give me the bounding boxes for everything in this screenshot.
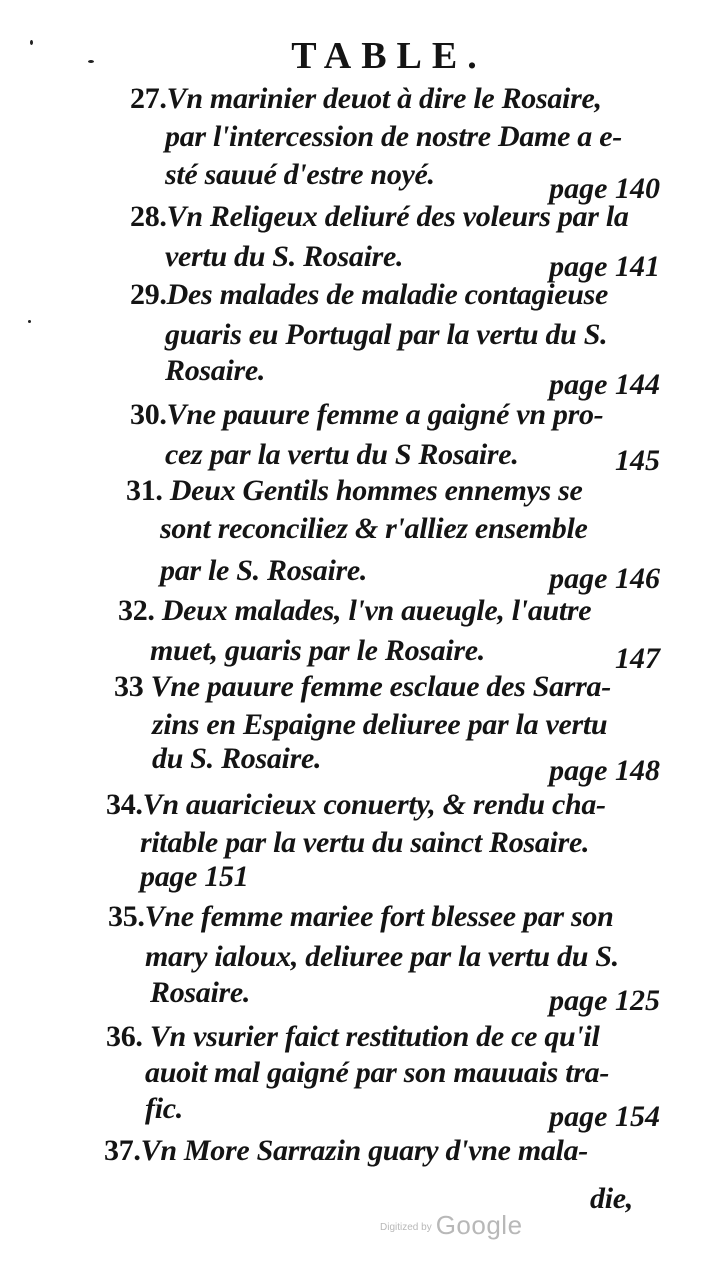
entry-line: Rosaire. [165,354,266,387]
entry-text: Vne pauure femme a gaigné vn pro- [166,398,604,431]
entry-line [106,1018,600,1056]
entry-line [104,1132,588,1170]
page-number: page 140 [549,172,660,205]
entry-line: auoit mal gaigné par son mauuais tra- [145,1056,610,1089]
entry-line: vertu du S. Rosaire. [165,240,404,273]
entry-line [130,396,603,434]
entry-number: 28. [130,200,167,233]
entry-line [130,80,602,118]
entry-line: cez par la vertu du S Rosaire. [165,438,519,471]
entry-text: Deux Gentils hommes ennemys se [169,474,583,507]
entry-text: Vn vsurier faict restitution de ce qu'il [149,1020,600,1053]
entry-line: du S. Rosaire. [152,742,322,775]
page-number: page 125 [549,984,660,1017]
entry-text: Deux malades, l'vn aueugle, l'autre [161,594,592,627]
page-number: page 146 [549,562,660,595]
page-number: page 141 [549,250,660,283]
entry-line [114,668,611,706]
entry-number: 27. [130,82,167,115]
page-number: 145 [615,444,660,477]
entry-text: Vne pauure femme esclaue des Sarra- [150,670,611,703]
entry-text: Vn marinier deuot à dire le Rosaire, [166,82,602,115]
entry-text: Vn auaricieux conuerty, & rendu cha- [142,788,606,821]
entry-line [130,276,608,314]
digitized-label: Digitized by [380,1222,432,1233]
entry-number: 35. [108,900,145,933]
entry-line [130,198,629,236]
entry-number: 29. [130,278,167,311]
page-title: TABLE. [291,35,487,77]
entry-line: par l'intercession de nostre Dame a e- [165,120,622,153]
entry-line: fic. [145,1092,183,1125]
page-number: page 151 [140,860,249,893]
page-number: 147 [615,642,660,675]
entry-text: Des malades de maladie contagieuse [166,278,609,311]
entry-line [108,898,613,936]
entry-line: sont reconciliez & r'alliez ensemble [160,512,588,545]
entry-number: 31. [126,474,163,507]
entry-line [118,592,591,630]
page-number: page 144 [549,368,660,401]
entry-line: muet, guaris par le Rosaire. [150,634,485,667]
margin-speck [28,320,31,323]
entry-text: Vn Religeux deliuré des voleurs par la [166,200,629,233]
page-number: page 154 [549,1100,660,1133]
entry-line: die, [590,1182,633,1215]
page-number: page 148 [549,754,660,787]
entry-number: 34. [106,788,143,821]
entry-line [106,786,606,824]
entry-text: Vn More Sarrazin guary d'vne mala- [140,1134,588,1167]
entry-line: par le S. Rosaire. [160,554,368,587]
entry-text: Vne femme mariee fort blessee par son [144,900,614,933]
entry-line [126,472,582,510]
digitized-watermark [380,1210,523,1241]
entry-line: guaris eu Portugal par la vertu du S. [165,318,608,351]
entry-number: 33 [114,670,144,703]
google-logo: Google [435,1210,523,1240]
entry-line: Rosaire. [150,976,251,1009]
entry-line: zins en Espaigne deliuree par la vertu [152,708,608,741]
entry-number: 30. [130,398,167,431]
entry-number: 36. [106,1020,143,1053]
entry-number: 32. [118,594,155,627]
entry-line [140,858,248,896]
entry-number: 37. [104,1134,141,1167]
entry-line: sté sauué d'estre noyé. [165,158,435,191]
entry-line: ritable par la vertu du sainct Rosaire. [140,826,590,859]
entry-line: mary ialoux, deliuree par la vertu du S. [145,940,619,973]
